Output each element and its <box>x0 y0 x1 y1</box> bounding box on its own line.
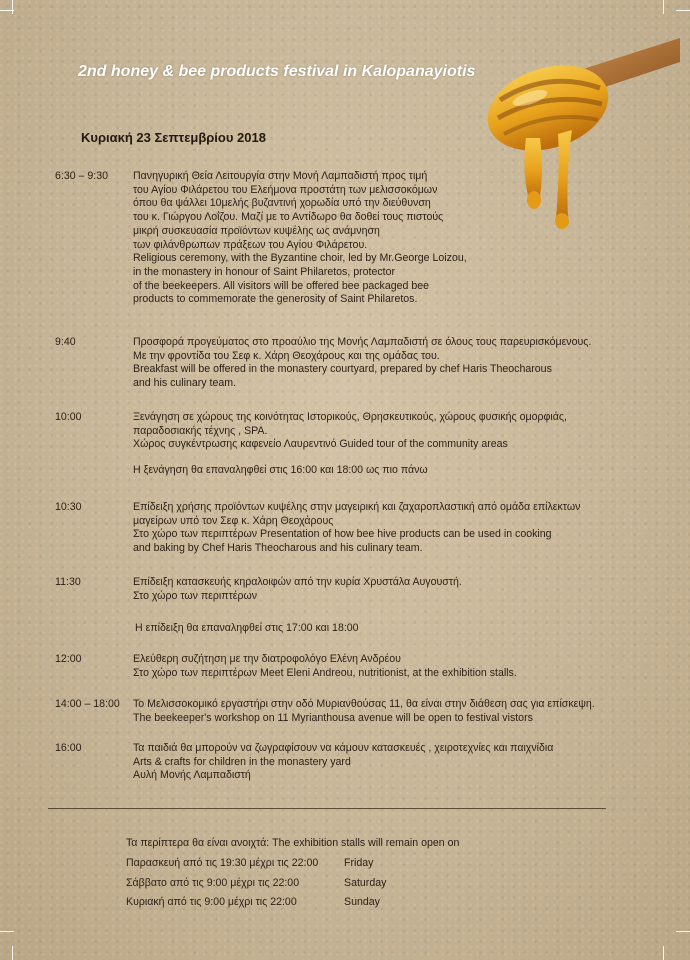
entry-line: Το Μελισσοκομικό εργαστήρι στην οδό Μυριανθούσας 11, θα είναι στην διάθεση σας για επίσκεψη. <box>133 698 595 710</box>
entry-line: Πανηγυρική Θεία Λειτουργία στην Μονή Λαμπαδιστή προς τιμή <box>133 170 428 182</box>
stall-hours-row <box>126 877 386 889</box>
entry-time: 14:00 – 18:00 <box>55 698 120 710</box>
divider <box>48 808 606 809</box>
entry-line: Επίδειξη χρήσης προϊόντων κυψέλης στην μαγειρική και ζαχαροπλαστική από ομάδα επίλεκτων <box>133 501 581 513</box>
stall-hours-row <box>126 896 380 908</box>
entry-line: παραδοσιακής τέχνης , SPA. <box>133 424 268 437</box>
entry-line: Στο χώρο των περιπτέρων <box>133 589 258 602</box>
entry-text <box>133 742 690 783</box>
entry-line: and his culinary team. <box>133 377 237 390</box>
crop-mark <box>676 10 690 25</box>
entry-line: and baking by Chef Haris Theocharous and his culinary team. <box>133 542 423 555</box>
entry-line: μικρή συσκευασία προϊόντων κυψέλης ως ανάμνηση <box>133 224 380 237</box>
stall-hours-row <box>126 857 373 869</box>
entry-line: Ξενάγηση σε χώρους της κοινότητας Ιστορικούς, Θρησκευτικούς, χώρους φυσικής ομορφιάς, <box>133 411 567 423</box>
entry-line: του κ. Γιώργου Λοΐζου. Μαζί με το Αντίδωρο θα δοθεί τους πιστούς <box>133 211 444 224</box>
entry-line: Χώρος συγκέντρωσης καφενείο Λαυρεντινό Guided tour of the community areas <box>133 438 508 451</box>
entry-line: Τα παιδιά θα μπορούν να ζωγραφίσουν να κάμουν κατασκευές , χειροτεχνίες και παιχνίδια <box>133 742 554 754</box>
entry-text <box>133 698 690 725</box>
stall-hours-greek: Παρασκευή από τις 19:30 μέχρι τις 22:00 <box>126 857 319 869</box>
crop-mark <box>676 931 690 946</box>
entry-line: Με την φροντίδα του Σεφ κ. Χάρη Θεοχάρους και της ομάδας του. <box>133 349 440 362</box>
tour-repeat-note: Η ξενάγηση θα επαναληφθεί στις 16:00 και 18:00 ως πιο πάνω <box>133 464 428 476</box>
entry-line: of the beekeepers. All visitors will be offered bee packaged bee <box>133 279 430 292</box>
entry-line: Προσφορά προγεύματος στο προαύλιο της Μονής Λαμπαδιστή σε όλους τους παρευρισκόμενους. <box>133 336 592 348</box>
entry-text <box>133 170 690 307</box>
stall-hours-greek: Κυριακή από τις 9:00 μέχρι τις 22:00 <box>126 896 297 908</box>
entry-text <box>133 576 690 603</box>
entry-time: 11:30 <box>55 576 81 588</box>
event-date: Κυριακή 23 Σεπτεμβρίου 2018 <box>81 130 266 145</box>
stall-hours-header: Τα περίπτερα θα είναι ανοιχτά: The exhibition stalls will remain open on <box>126 837 460 849</box>
entry-line: Στο χώρο των περιπτέρων Presentation of how bee hive products can be used in cooking <box>133 528 552 541</box>
entry-time: 9:40 <box>55 336 76 348</box>
entry-line: Ελεύθερη συζήτηση με την διατροφολόγο Ελένη Ανδρέου <box>133 653 401 665</box>
entry-time: 6:30 – 9:30 <box>55 170 109 182</box>
crop-mark <box>12 0 27 14</box>
entry-time: 12:00 <box>55 653 82 665</box>
stall-hours-greek: Σάββατο από τις 9:00 μέχρι τις 22:00 <box>126 877 300 889</box>
entry-line: Breakfast will be offered in the monastery courtyard, prepared by chef Haris Theocharous <box>133 363 552 376</box>
entry-text <box>133 653 690 680</box>
crop-mark <box>12 946 27 960</box>
entry-line: Αυλή Μονής Λαμπαδιστή <box>133 769 251 782</box>
stall-hours-english: Saturday <box>344 877 387 889</box>
crop-mark <box>663 946 678 960</box>
page-title: 2nd honey & bee products festival in Kalopanayiotis <box>78 63 476 80</box>
crop-mark <box>0 931 14 946</box>
entry-line: in the monastery in honour of Saint Philaretos, protector <box>133 265 396 278</box>
entry-text <box>133 411 690 452</box>
entry-line: The beekeeper's workshop on 11 Myrianthousa avenue will be open to festival vistors <box>133 711 533 724</box>
entry-line: Επίδειξη κατασκευής κηραλοιφών από την κυρία Χρυστάλα Αυγουστή. <box>133 576 462 588</box>
entry-line: μαγείρων υπό τον Σεφ κ. Χάρη Θεοχάρους <box>133 514 334 527</box>
entry-line: Religious ceremony, with the Byzantine choir, led by Mr.George Loizou, <box>133 252 467 265</box>
entry-text <box>133 336 690 391</box>
entry-time: 10:30 <box>55 501 82 513</box>
entry-text <box>133 501 690 556</box>
entry-line: όπου θα ψάλλει 10μελής βυζαντινή χορωδία υπό την διεύθυνση <box>133 197 431 210</box>
crop-mark <box>663 0 678 14</box>
entry-line: products to commemorate the generosity of Saint Philaretos. <box>133 293 418 306</box>
entry-line: των φιλάνθρωπων πράξεων του Αγίου Φιλάρετου. <box>133 238 368 251</box>
entry-line: του Αγίου Φιλάρετου του Ελεήμονα προστάτη των μελισσοκόμων <box>133 183 438 196</box>
stall-hours-english: Sunday <box>344 896 380 908</box>
entry-line: Arts & crafts for children in the monastery yard <box>133 755 351 768</box>
demo-repeat-note: Η επίδειξη θα επαναληφθεί στις 17:00 και 18:00 <box>135 622 359 634</box>
stall-hours-english: Friday <box>344 857 374 869</box>
entry-line: Στο χώρο των περιπτέρων Meet Eleni Andreou, nutritionist, at the exhibition stalls. <box>133 666 517 679</box>
entry-time: 10:00 <box>55 411 82 423</box>
entry-time: 16:00 <box>55 742 82 754</box>
